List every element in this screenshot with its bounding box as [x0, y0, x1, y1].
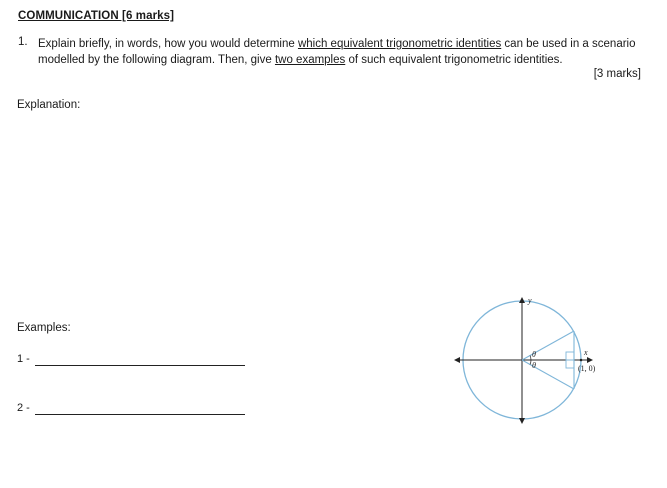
example-1-answer-line[interactable]: [35, 365, 245, 366]
y-axis-label: y: [528, 296, 532, 305]
angle-arc-upper: [530, 356, 531, 361]
right-angle-marker-upper: [566, 352, 574, 360]
question-underlined-examples: two examples: [274, 54, 346, 66]
examples-label: Examples:: [17, 322, 71, 334]
question-underlined-identities: which equivalent trigonometric identities: [297, 38, 502, 50]
question-text-part3: of such equivalent trigonometric identities.: [345, 54, 563, 66]
example-1-number: 1 -: [17, 353, 30, 365]
x-axis-right-arrow: [587, 357, 593, 363]
angle-arc-lower: [530, 360, 531, 365]
question-text-part1: Explain briefly, in words, how you would determine: [38, 38, 298, 50]
angle-label-upper: θ: [532, 350, 536, 359]
section-heading: COMMUNICATION [6 marks]: [18, 10, 175, 22]
x-label: x: [584, 348, 588, 357]
unit-circle-diagram: [450, 295, 615, 430]
point-label: (1, 0): [578, 364, 596, 373]
x-axis-left-arrow: [454, 357, 460, 363]
y-axis-bottom-arrow: [519, 418, 525, 424]
question-text-part2: can be used in a scenario modelled by the following diagram. Then, give: [38, 38, 636, 66]
question-marks: [3 marks]: [593, 68, 641, 80]
angle-label-lower: θ: [532, 361, 536, 370]
question-text: [38, 36, 638, 68]
question-number: 1.: [18, 36, 28, 48]
explanation-label: Explanation:: [17, 99, 81, 111]
example-2-answer-line[interactable]: [35, 414, 245, 415]
right-angle-marker-lower: [566, 360, 574, 368]
point-one-zero: [580, 359, 583, 362]
y-axis-top-arrow: [519, 297, 525, 303]
example-2-number: 2 -: [17, 402, 30, 414]
